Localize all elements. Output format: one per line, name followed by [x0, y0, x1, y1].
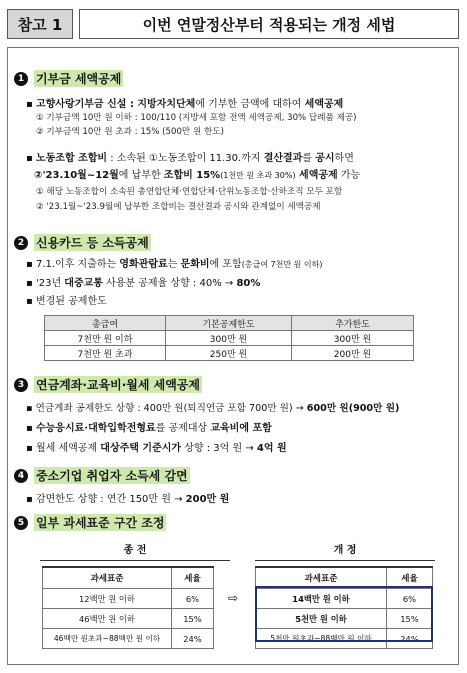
- table-cell: 250만 원: [166, 346, 292, 361]
- bold-text: 문화비: [180, 259, 210, 270]
- bullet-text: '23년: [35, 278, 65, 289]
- before-tax-bracket-table: [42, 566, 214, 649]
- sub-item: ② '23.1월~'23.9월에 납부한 조합비는 결산결과 공시와 관계없이 세액공제: [36, 202, 321, 212]
- section-title: 연금계좌·교육비·월세 세액공제: [36, 378, 200, 392]
- bullet-union-dues: ▪ 노동조합 조합비 : 소속된 ①노동조합이 11.30.까지 결산결과를 공시하면: [26, 153, 354, 164]
- table-cell: 5천만 원 이하: [256, 609, 387, 629]
- bold-text: 교육비: [210, 423, 240, 434]
- bullet-text: 에 납부한: [118, 170, 164, 181]
- bullet-exam-fee: ▪ 수능응시료·대학입학전형료를 공제대상 교육비에 포함: [26, 423, 272, 434]
- table-cell: 300만 원: [166, 331, 292, 346]
- bold-text: 대중교통: [64, 278, 103, 289]
- table-cell: 24%: [172, 629, 214, 649]
- bullet-text: 하면: [334, 153, 354, 164]
- bullet-text: 를: [302, 153, 316, 164]
- column-header: 추가한도: [292, 316, 414, 331]
- table-row: [43, 589, 214, 609]
- bullet-text: 가능: [337, 170, 361, 181]
- column-header: 기본공제한도: [166, 316, 292, 331]
- bold-text: 600만 원(900만 원): [306, 403, 400, 414]
- table-cell: 15%: [172, 609, 214, 629]
- table-cell: 14백만 원 이하: [256, 589, 387, 609]
- arrow-right-icon: ⇨: [228, 591, 239, 605]
- bullet-text: 감면한도 상향 : 연간 150만 원 →: [35, 494, 186, 505]
- bullet-text: 에 포함: [209, 259, 242, 270]
- table-cell: 15%: [387, 609, 433, 629]
- bullet-text: 를 공제대상: [155, 423, 211, 434]
- section-title: 기부금 세액공제: [36, 72, 122, 86]
- bold-text: ②'23.10월~12월: [34, 170, 119, 181]
- bold-text: 영화관람료: [119, 259, 168, 270]
- bold-text: 4억 원: [256, 443, 287, 454]
- bullet-pension: ▪ 연금계좌 공제한도 상향 : 400만 원(퇴직연금 포함 700만 원) → 600만 원(900만 원): [26, 403, 400, 414]
- column-header: 총급여: [45, 316, 166, 331]
- table-cell: 46백만 원 이하: [43, 609, 172, 629]
- section-5-heading: [14, 514, 166, 531]
- sub-item: ② 기부금액 10만 원 초과 : 15% (500만 원 한도): [36, 127, 224, 137]
- section-3-heading: [14, 376, 202, 393]
- bullet-union-dues-cont: [34, 166, 360, 181]
- section-title: 중소기업 취업자 소득세 감면: [36, 469, 188, 483]
- column-header: 과세표준: [43, 567, 172, 589]
- bullet-gohyang: ▪ 고향사랑기부금 신설 : 지방자치단체에 기부한 금액에 대하여 세액공제: [26, 99, 344, 110]
- small-text: (총급여 7천만 원 이하): [241, 260, 323, 269]
- bullet-rent: ▪ 월세 세액공제 대상주택 기준시가 상향 : 3억 원 → 4억 원: [26, 443, 287, 454]
- table-row: [45, 346, 414, 361]
- bullet-text: 상향 : 3억 원 →: [181, 443, 257, 454]
- bold-text: 조합비 15%: [163, 170, 221, 181]
- section-title: 일부 과세표준 구간 조정: [36, 516, 165, 530]
- deduction-limit-table: [44, 315, 414, 361]
- bullet-text: 월세 세액공제: [35, 443, 101, 454]
- section-number: 4: [14, 469, 28, 483]
- bold-text: 수능응시료·대학입학전형료: [35, 423, 156, 434]
- column-header: 과세표준: [256, 567, 387, 589]
- reference-tag: 참고 1: [7, 9, 73, 39]
- bullet-text: 사용분 공제율 상향 : 40% →: [102, 278, 237, 289]
- column-header: 세율: [387, 567, 433, 589]
- table-header-row: [43, 567, 214, 589]
- before-label: 종 전: [123, 545, 147, 556]
- bold-text: 노동조합 조합비: [35, 153, 108, 164]
- bold-text: 공시: [315, 153, 335, 164]
- highlight-box: [255, 586, 433, 642]
- table-row: [43, 609, 214, 629]
- section-number: 1: [14, 72, 28, 86]
- bold-text: 세액공제: [304, 99, 344, 110]
- table-cell: 6%: [387, 589, 433, 609]
- bullet-text: 에 기부한 금액에 대하여: [195, 99, 305, 110]
- bold-text: 200만 원: [185, 494, 230, 505]
- bullet-transit: ▪ '23년 대중교통 사용분 공제율 상향 : 40% → 80%: [26, 278, 261, 289]
- table-cell: 300만 원: [292, 331, 414, 346]
- table-cell: 6%: [172, 589, 214, 609]
- bold-text: 세액공제: [295, 170, 338, 181]
- table-cell: 5천만 원초과~88백만 원 이하: [256, 629, 387, 649]
- bold-text: 결산결과: [263, 153, 303, 164]
- bold-text: 에 포함: [239, 423, 272, 434]
- divider: [40, 560, 230, 561]
- bullet-label: 고향사랑기부금 신설 :: [35, 99, 138, 110]
- sub-item: ① 기부금액 10만 원 이하 : 100/110 (지방세 포함 전액 세액공제, 30% 답례품 제공): [36, 113, 357, 123]
- bold-text: 지방자치단체: [137, 99, 196, 110]
- section-number: 2: [14, 236, 28, 250]
- bullet-movie: ▪ 7.1.이후 지출하는 영화관람료는 문화비에 포함(총급여 7천만 원 이하): [26, 259, 323, 270]
- bullet-sme: ▪ 감면한도 상향 : 연간 150만 원 → 200만 원: [26, 494, 230, 505]
- table-row: [45, 331, 414, 346]
- section-number: 3: [14, 378, 28, 392]
- table-cell: 46백만 원초과~88백만 원 이하: [43, 629, 172, 649]
- page-title: 이번 연말정산부터 적용되는 개정 세법: [79, 9, 459, 39]
- section-number: 5: [14, 516, 28, 530]
- table-cell: 200만 원: [292, 346, 414, 361]
- table-row: [43, 629, 214, 649]
- after-label: 개 정: [333, 545, 357, 556]
- section-title: 신용카드 등 소득공제: [36, 236, 149, 250]
- bullet-text: : 소속된 ①노동조합이 11.30.까지: [107, 153, 264, 164]
- sub-item: ① 해당 노동조합이 소속된 총연합단체·연합단체·단위노동조합·산하조직 모두 포함: [36, 187, 343, 197]
- bullet-text: 는: [167, 259, 181, 270]
- bold-text: 80%: [236, 278, 261, 289]
- section-4-heading: [14, 467, 190, 484]
- divider: [255, 560, 435, 561]
- table-cell: 24%: [387, 629, 433, 649]
- section-2-heading: [14, 234, 151, 251]
- column-header: 세율: [172, 567, 214, 589]
- bold-text: 대상주택 기준시가: [100, 443, 182, 454]
- section-1-heading: [14, 70, 123, 87]
- table-header-row: [45, 316, 414, 331]
- table-cell: 7천만 원 이하: [45, 331, 166, 346]
- table-cell: 7천만 원 초과: [45, 346, 166, 361]
- bullet-text: 변경된 공제한도: [35, 296, 107, 307]
- bullet-text: 연금계좌 공제한도 상향 : 400만 원(퇴직연금 포함 700만 원) →: [35, 403, 307, 414]
- bullet-text: 7.1.이후 지출하는: [35, 259, 120, 270]
- bullet-limit: ▪ 변경된 공제한도: [26, 296, 107, 307]
- table-cell: 12백만 원 이하: [43, 589, 172, 609]
- small-text: (1천만 원 초과 30%): [220, 171, 296, 180]
